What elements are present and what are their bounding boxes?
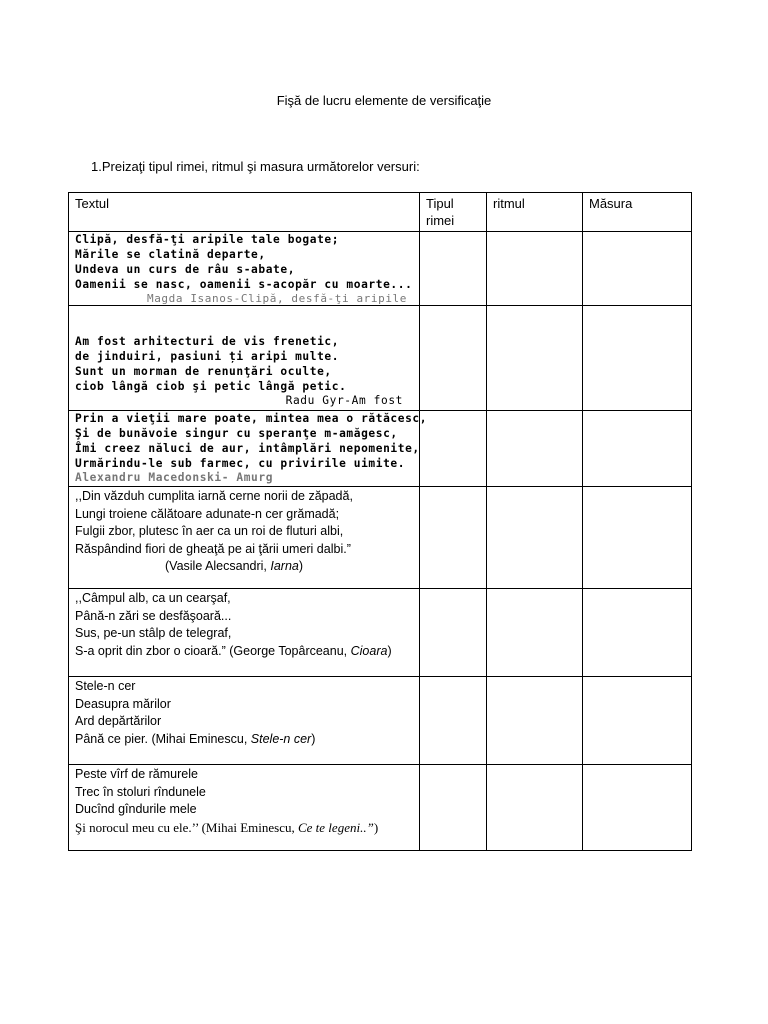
verse-line: Prin a vieţii mare poate, mintea mea o rătăcesc, (75, 412, 428, 425)
verse-line: Deasupra mărilor (75, 696, 171, 711)
poem-cell (69, 306, 420, 411)
verse-line: Urmărindu-le sub farmec, cu privirile uimite. (75, 457, 406, 470)
verse-line: ciob lângă ciob şi petic lângă petic. (75, 380, 347, 393)
answer-rhyme-cell[interactable] (420, 765, 487, 851)
verse-line: Ducînd gîndurile mele (75, 802, 197, 816)
poem-text (69, 306, 419, 408)
answer-measure-cell[interactable] (583, 589, 692, 677)
poem-title: Cioara (350, 643, 388, 658)
header-rhyme-line1: Tipul (426, 196, 454, 211)
poem-author: Magda Isanos-Clipă, desfă-ţi aripile (146, 292, 407, 305)
answer-rhyme-cell[interactable] (420, 232, 487, 306)
header-rhyme-cell (420, 193, 487, 232)
poem-cell (69, 589, 420, 677)
header-measure: Măsura (589, 196, 633, 211)
verse-line: Şi de bunăvoie singur cu speranţe m-amăgesc, (75, 427, 398, 440)
answer-rhyme-cell[interactable] (420, 306, 487, 411)
answer-rhyme-cell[interactable] (420, 589, 487, 677)
answer-rhyme-cell[interactable] (420, 411, 487, 487)
table-row (69, 677, 692, 765)
poem-cell (69, 487, 420, 589)
line-suffix: ) (373, 819, 379, 835)
verse-line: Sunt un morman de renunţări oculte, (75, 365, 332, 378)
poem-author: Radu Gyr-Am fost (285, 394, 403, 407)
answer-rhythm-cell[interactable] (487, 677, 583, 765)
poem-text (69, 232, 419, 305)
verse-line: Undeva un curs de râu s-abate, (75, 263, 296, 276)
answer-rhythm-cell[interactable] (487, 306, 583, 411)
poem-text (69, 677, 419, 748)
table-row (69, 589, 692, 677)
answer-measure-cell[interactable] (583, 677, 692, 765)
verse-line: Peste vîrf de rămurele (75, 767, 198, 781)
poem-title: Stele-n cer (250, 731, 312, 746)
header-rhythm-cell (487, 193, 583, 232)
worksheet-title: Fişă de lucru elemente de versificaţie (276, 93, 492, 108)
poem-author (75, 558, 413, 576)
poem-cell (69, 232, 420, 306)
header-measure-cell (583, 193, 692, 232)
verse-line: Am fost arhitecturi de vis frenetic, (75, 335, 340, 348)
answer-rhythm-cell[interactable] (487, 765, 583, 851)
answer-measure-cell[interactable] (583, 306, 692, 411)
verse-line: Oamenii se nasc, oamenii s-acopăr cu moarte... (75, 278, 413, 291)
verse-line: Ard depărtărilor (75, 714, 162, 728)
poem-text (69, 589, 419, 660)
table-header-row (69, 193, 692, 232)
header-text-cell (69, 193, 420, 232)
table-row (69, 411, 692, 487)
line-suffix: ) (311, 731, 316, 746)
verse-line (75, 731, 413, 749)
table-row (69, 487, 692, 589)
verse-line: Lungi troiene călătoare adunate-n cer grămadă; (75, 506, 340, 521)
verse-line: Sus, pe-un stâlp de telegraf, (75, 626, 232, 640)
poem-author: Alexandru Macedonski- Amurg (75, 471, 274, 484)
verse-line (75, 643, 413, 661)
answer-measure-cell[interactable] (583, 232, 692, 306)
table-row (69, 765, 692, 851)
verse-line: Fulgii zbor, plutesc în aer ca un roi de fluturi albi, (75, 524, 344, 538)
poem-title: Ce te legeni..” (297, 819, 374, 835)
answer-rhythm-cell[interactable] (487, 589, 583, 677)
verse-line (75, 819, 413, 837)
verse-line: ,,Câmpul alb, ca un cearşaf, (75, 591, 231, 605)
exercise-instruction: 1.Preizaţi tipul rimei, ritmul şi masura următorelor versuri: (91, 159, 420, 174)
poem-title: Iarna (270, 559, 299, 573)
header-rhythm: ritmul (493, 196, 525, 211)
poem-text (69, 487, 419, 576)
poem-cell (69, 677, 420, 765)
poem-cell (69, 765, 420, 851)
poem-text (69, 765, 419, 836)
verse-line: de jinduiri, pasiuni ți aripi multe. (75, 350, 340, 363)
verse-line: Mările se clatină departe, (75, 248, 266, 261)
header-text: Textul (75, 196, 109, 211)
table-row (69, 306, 692, 411)
table-row (69, 232, 692, 306)
answer-rhythm-cell[interactable] (487, 411, 583, 487)
verse-line: Stele-n cer (75, 679, 136, 693)
verse-line: ,,Din văzduh cumplita iarnă cerne norii de zăpadă, (75, 489, 353, 503)
verse-line: Răspândind fiori de gheaţă pe ai ţării umeri dalbi.” (75, 541, 351, 556)
header-rhyme-line2: rimei (426, 213, 455, 228)
answer-rhythm-cell[interactable] (487, 232, 583, 306)
header-rhyme (420, 193, 486, 231)
answer-rhyme-cell[interactable] (420, 487, 487, 589)
answer-measure-cell[interactable] (583, 487, 692, 589)
line-prefix: Până ce pier. (Mihai Eminescu, (75, 731, 251, 746)
answer-rhyme-cell[interactable] (420, 677, 487, 765)
poem-text (69, 411, 428, 485)
answer-rhythm-cell[interactable] (487, 487, 583, 589)
line-prefix: S-a oprit din zbor o cioară.” (George Topârceanu, (75, 643, 351, 658)
line-prefix: Şi norocul meu cu ele.’’ (Mihai Eminescu, (75, 819, 298, 835)
answer-measure-cell[interactable] (583, 765, 692, 851)
verse-line: Clipă, desfă-ţi aripile tale bogate; (75, 233, 340, 246)
verse-line: Până-n zări se desfăşoară... (75, 608, 232, 623)
poem-cell (69, 411, 428, 487)
line-suffix: ) (387, 643, 392, 658)
author-prefix: (Vasile Alecsandri, (165, 559, 271, 573)
author-suffix: ) (298, 559, 304, 573)
versification-table (68, 192, 692, 851)
verse-line: Îmi creez năluci de aur, intâmplări nepomenite, (75, 442, 420, 455)
answer-measure-cell[interactable] (583, 411, 692, 487)
verse-line: Trec în stoluri rîndunele (75, 784, 206, 799)
